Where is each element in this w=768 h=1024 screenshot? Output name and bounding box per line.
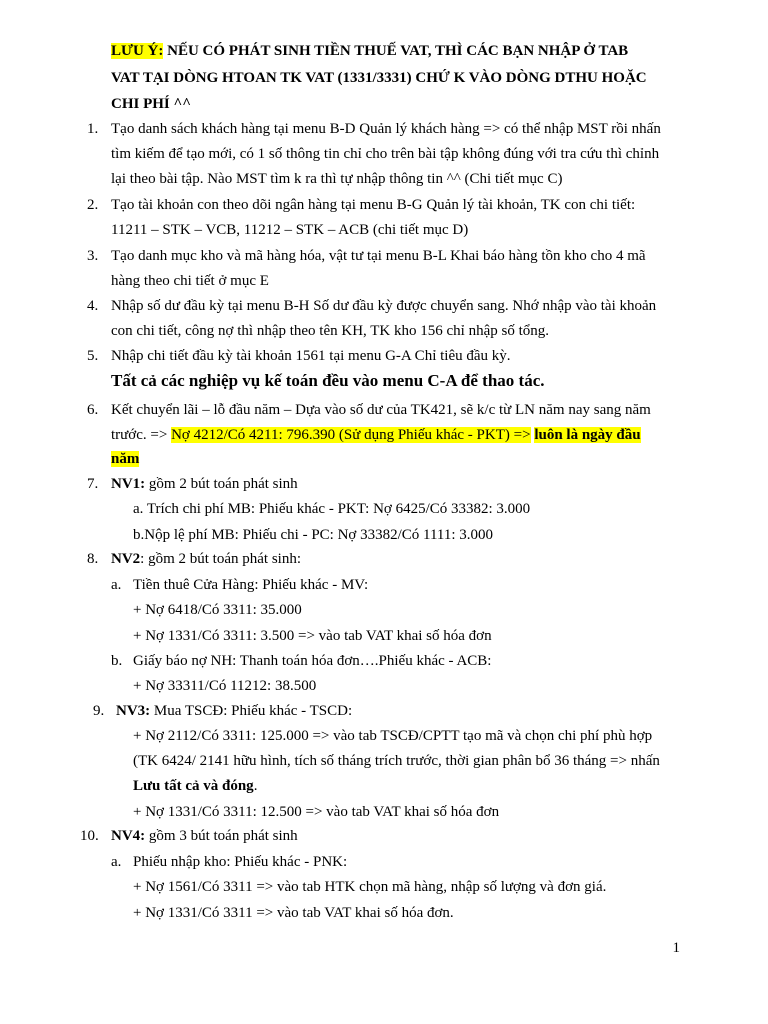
item-10-number: 10. xyxy=(80,828,99,844)
item-2-number: 2. xyxy=(87,197,99,213)
item-7-a: a. Trích chi phí MB: Phiếu khác - PKT: Nợ 6425/Có 33382: 3.000 xyxy=(133,501,531,517)
item-8-title-text: : gồm 2 bút toán phát sinh: xyxy=(140,551,301,567)
item-8-a-text: Tiền thuê Cửa Hàng: Phiếu khác - MV: xyxy=(133,577,369,593)
item-7-b: b.Nộp lệ phí MB: Phiếu chi - PC: Nợ 33382/Có 1111: 3.000 xyxy=(133,527,494,543)
section-heading: Tất cả các nghiệp vụ kế toán đều vào menu C-A để thao tác. xyxy=(111,371,545,390)
item-8-b1: + Nợ 33311/Có 11212: 38.500 xyxy=(133,678,317,694)
item-10-a-mark: a. xyxy=(111,854,122,870)
note-line-3: CHI PHÍ ^^ xyxy=(111,96,191,112)
item-10-a-text: Phiếu nhập kho: Phiếu khác - PNK: xyxy=(133,854,348,870)
item-6-line-2 xyxy=(111,425,641,445)
item-9-number: 9. xyxy=(93,703,105,719)
item-6-highlight: Nợ 4212/Có 4211: 796.390 (Sử dụng Phiếu khác - PKT) => xyxy=(171,427,531,443)
item-10-title-text: gồm 3 bút toán phát sinh xyxy=(145,828,298,844)
item-1-number: 1. xyxy=(87,121,99,137)
item-6-line-3 xyxy=(111,449,139,469)
note-label: LƯU Ý: xyxy=(111,43,164,59)
note-line-1 xyxy=(111,41,628,61)
item-2-line-1: Tạo tài khoản con theo dõi ngân hàng tại menu B-G Quản lý tài khoản, TK con chi tiết: xyxy=(111,197,636,213)
item-6-line-1: Kết chuyển lãi – lỗ đầu năm – Dựa vào số dư của TK421, sẽ k/c từ LN năm nay sang năm xyxy=(111,402,651,418)
item-9-line-1: + Nợ 2112/Có 3311: 125.000 => vào tab TSCĐ/CPTT tạo mã và chọn chi phí phù hợp xyxy=(133,728,653,744)
item-1-line-3: lại theo bài tập. Nào MST tìm k ra thì tự nhập thông tin ^^ (Chi tiết mục C) xyxy=(111,171,563,187)
item-9-label: NV3: xyxy=(116,703,151,719)
item-9-bold: Lưu tất cả và đóng xyxy=(133,778,254,794)
item-6-highlight-bold: luôn là ngày đầu xyxy=(534,427,641,443)
item-7-title-text: gồm 2 bút toán phát sinh xyxy=(145,476,298,492)
note-line-1-text: NẾU CÓ PHÁT SINH TIỀN THUẾ VAT, THÌ CÁC BẠN NHẬP Ở TAB xyxy=(163,43,629,59)
item-8-a1: + Nợ 6418/Có 3311: 35.000 xyxy=(133,602,302,618)
item-10-label: NV4: xyxy=(111,828,146,844)
item-10-a2: + Nợ 1331/Có 3311 => vào tab VAT khai số hóa đơn. xyxy=(133,905,454,921)
item-3-line-1: Tạo danh mục kho và mã hàng hóa, vật tư tại menu B-L Khai báo hàng tồn kho cho 4 mã xyxy=(111,248,646,264)
item-6-number: 6. xyxy=(87,402,99,418)
item-3-number: 3. xyxy=(87,248,99,264)
item-8-number: 8. xyxy=(87,551,99,567)
item-8-b-text: Giấy báo nợ NH: Thanh toán hóa đơn….Phiếu khác - ACB: xyxy=(133,653,492,669)
item-3-line-2: hàng theo chi tiết ở mục E xyxy=(111,273,269,289)
item-4-number: 4. xyxy=(87,298,99,314)
item-8-a-mark: a. xyxy=(111,577,122,593)
item-5-line-1: Nhập chi tiết đầu kỳ tài khoản 1561 tại menu G-A Chỉ tiêu đầu kỳ. xyxy=(111,348,511,364)
item-6-line-2-text: trước. => xyxy=(111,427,172,443)
item-9-line-3 xyxy=(133,776,257,796)
item-1-line-2: tìm kiếm để tạo mới, có 1 số thông tin chỉ cho trên bài tập không đúng với tra cứu thì chỉnh xyxy=(111,146,660,162)
item-10-title xyxy=(111,826,298,846)
item-8-a2: + Nợ 1331/Có 3311: 3.500 => vào tab VAT khai số hóa đơn xyxy=(133,628,492,644)
item-1-line-1: Tạo danh sách khách hàng tại menu B-D Quản lý khách hàng => có thể nhập MST rồi nhấn xyxy=(111,121,661,137)
page-number: 1 xyxy=(672,940,680,956)
item-8-b-mark: b. xyxy=(111,653,123,669)
item-7-number: 7. xyxy=(87,476,99,492)
item-5-number: 5. xyxy=(87,348,99,364)
item-9-title xyxy=(116,701,352,721)
item-2-line-2: 11211 – STK – VCB, 11212 – STK – ACB (chi tiết mục D) xyxy=(111,222,469,238)
item-8-title xyxy=(111,549,301,569)
item-7-label: NV1: xyxy=(111,476,146,492)
item-7-title xyxy=(111,474,298,494)
note-line-2: VAT TẠI DÒNG HTOAN TK VAT (1331/3331) CHỨ K VÀO DÒNG DTHU HOẶC xyxy=(111,70,647,86)
item-8-label: NV2 xyxy=(111,551,141,567)
item-6-highlight-bold-2: năm xyxy=(111,451,140,467)
item-4-line-2: con chi tiết, công nợ thì nhập theo tên KH, TK kho 156 chỉ nhập số tổng. xyxy=(111,323,550,339)
item-4-line-1: Nhập số dư đầu kỳ tại menu B-H Số dư đầu kỳ được chuyển sang. Nhớ nhập vào tài khoản xyxy=(111,298,657,314)
item-9-title-text: Mua TSCĐ: Phiếu khác - TSCD: xyxy=(150,703,353,719)
item-9-line-2: (TK 6424/ 2141 hữu hình, tích số tháng trích trước, thời gian phân bổ 36 tháng => nhấn xyxy=(133,753,660,769)
item-9-line-3-end: . xyxy=(253,778,258,794)
item-9-line-4: + Nợ 1331/Có 3311: 12.500 => vào tab VAT khai số hóa đơn xyxy=(133,804,500,820)
item-10-a1: + Nợ 1561/Có 3311 => vào tab HTK chọn mã hàng, nhập số lượng và đơn giá. xyxy=(133,879,607,895)
